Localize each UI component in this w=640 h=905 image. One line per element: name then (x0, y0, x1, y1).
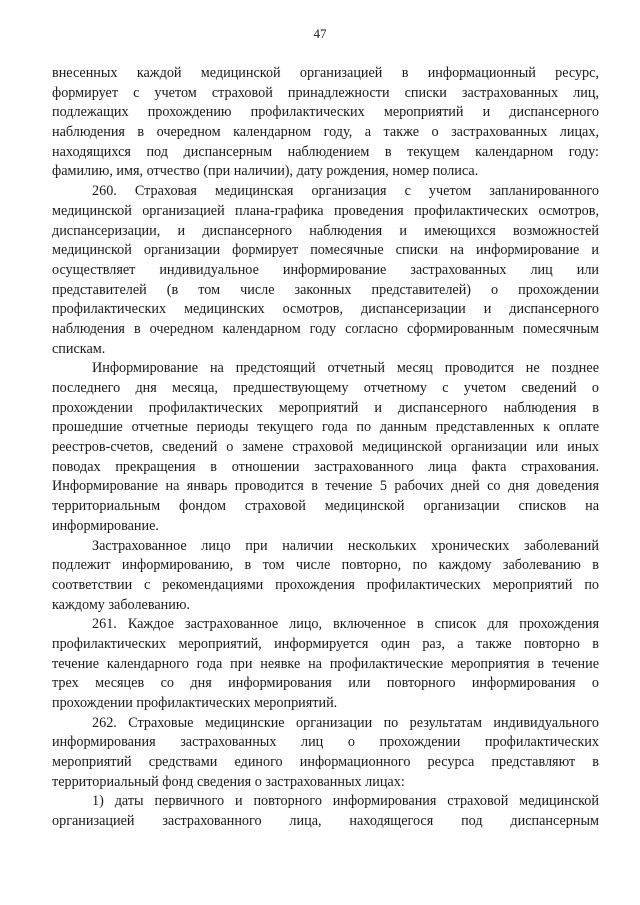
page-number: 47 (313, 26, 327, 41)
text-line: информирования застрахованных лиц о прохождении профилактических (52, 734, 599, 751)
text-line: подлежащих прохождению профилактических мероприятий и диспансерного (52, 104, 599, 121)
text-line: медицинской организации формирует помесячные списки на информирование и (52, 242, 599, 259)
text-line: Информирование на предстоящий отчетный месяц проводится не позднее (92, 360, 599, 377)
text-line: соответствии с рекомендациями прохождения профилактических мероприятий по (52, 576, 599, 593)
text-line: профилактических медицинских осмотров, диспансеризации и диспансерного (52, 301, 599, 318)
text-line: организацией застрахованного лица, находящегося под диспансерным (52, 813, 599, 830)
text-line: территориальным фондом страховой медицинской организации списков на (52, 498, 599, 515)
text-line: фамилию, имя, отчество (при наличии), дату рождения, номер полиса. (52, 163, 479, 180)
text-line: 260. Страховая медицинская организация с учетом запланированного (92, 183, 599, 200)
page-body (52, 64, 599, 832)
text-line: поводах прекращения в отношении застрахованного лица факта страхования. (52, 458, 599, 475)
text-line: прошедшие отчетные периоды текущего года по данным представленных к оплате (52, 419, 599, 436)
text-line: профилактических мероприятий, информируется один раз, а также повторно в (52, 635, 599, 652)
text-line: 1) даты первичного и повторного информирования страховой медицинской (92, 793, 599, 810)
text-line: каждому заболеванию. (52, 596, 190, 613)
text-line: формирует с учетом страховой принадлежности списки застрахованных лиц, (52, 84, 599, 101)
text-line: представителей (в том числе законных представителей) о прохождении (52, 281, 599, 298)
text-line: диспансеризации, и диспансерного наблюдения и имеющихся возможностей (52, 222, 599, 239)
text-line: Застрахованное лицо при наличии нескольких хронических заболеваний (92, 537, 599, 554)
text-line: информирование. (52, 517, 159, 534)
text-line: спискам. (52, 340, 106, 357)
text-line: внесенных каждой медицинской организацией в информационный ресурс, (52, 65, 599, 81)
text-line: территориальный фонд сведения о застрахованных лицах: (52, 773, 405, 790)
text-line: прохождении профилактических мероприятий. (52, 695, 338, 711)
text-line: течение календарного года при неявке на профилактические мероприятия в течение (52, 655, 599, 672)
text-line: медицинской организацией плана-графика проведения профилактических осмотров, (52, 202, 599, 219)
text-line: прохождении профилактических мероприятий и диспансерного наблюдения в (52, 399, 599, 416)
text-line: осуществляет индивидуальное информирование застрахованных лиц или (52, 261, 599, 278)
text-line: 261. Каждое застрахованное лицо, включенное в список для прохождения (92, 616, 599, 633)
text-line: трех месяцев со дня информирования или повторного информирования о (52, 675, 599, 692)
text-line: подлежит информированию, в том числе повторно, по каждому заболеванию в (52, 557, 599, 574)
text-line: находящихся под диспансерным наблюдением в текущем календарном году: (52, 143, 599, 160)
text-line: реестров-счетов, сведений о замене страховой медицинской организации или иных (52, 439, 599, 456)
text-line: 262. Страховые медицинские организации по результатам индивидуального (92, 714, 599, 731)
text-line: наблюдения в очередном календарном году согласно сформированным помесячным (52, 320, 599, 337)
text-line: последнего дня месяца, предшествующему отчетному с учетом сведений о (52, 380, 599, 396)
text-line: Информирование на январь проводится в течение 5 рабочих дней со дня доведения (52, 478, 599, 495)
text-line: наблюдения в очередном календарном году, а также о застрахованных лицах, (52, 124, 599, 141)
text-line: мероприятий средствами единого информационного ресурса представляют в (52, 754, 599, 771)
